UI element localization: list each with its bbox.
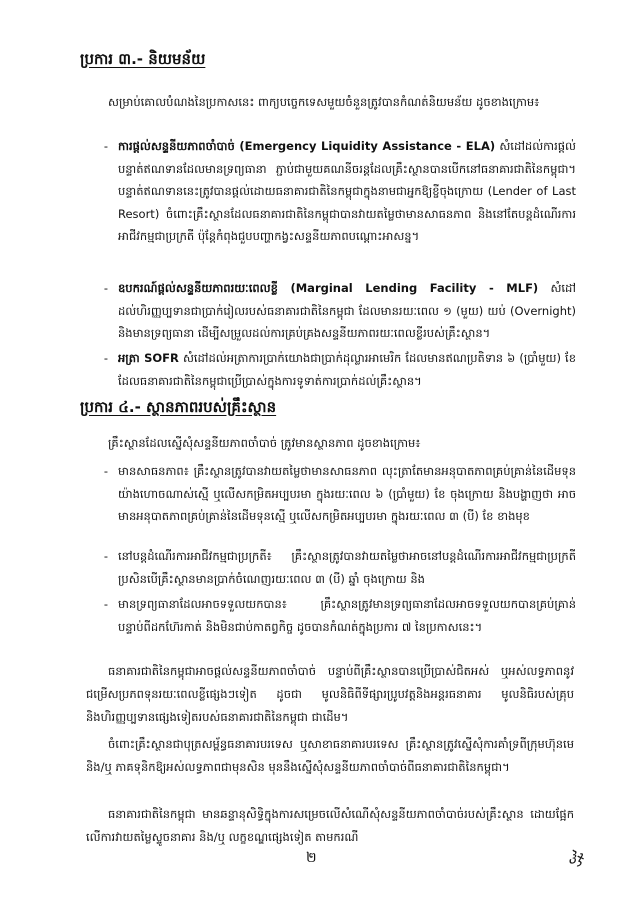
bullet-dash: - xyxy=(103,464,109,478)
definition-text: សំដៅដល់ការផ្តល់បន្ទាត់ឥណទានដែលមានទ្រព្យធានា ភ្ជាប់ជាមួយគណនីចរន្តដែលគ្រឹះស្ថានបានបើកនៅធនាគារជាតិនៃកម្ពុជា។ បន្ទាត់ឥណទាននេះត្រូវបានផ្តល់ដោយធនាគារជាតិនៃកម្ពុជាក្នុងនាមជាអ្នកឱ្យខ្ចីចុងក្រោយ (Lender of Last Resort) ចំពោះគ្រឹះស្ថានដែលធនាគារជាតិនៃកម្ពុជាបានវាយតម្លៃថាមានសាធនភាព និងនៅតែបន្តដំណើរការអាជីវកម្មជាប្រក្រតី ប៉ុន្តែកំពុងជួបបញ្ហាកង្វះសន្ទនីយភាពបណ្តោះអាសន្ន។ xyxy=(118,139,576,243)
bullet-dash: - xyxy=(103,281,109,295)
bullet-dash: - xyxy=(103,597,109,611)
article-3-heading: ប្រការ ៣.- និយមន័យ xyxy=(80,50,206,68)
article-4-paragraph-2: ចំពោះគ្រឹះស្ថានជាបុត្រសម្ព័ន្ធធនាគារបរទេស ឬសាខាធនាគារបរទេស គ្រឹះស្ថានត្រូវស្នើសុំការគាំទ្រពីក្រុមហ៊ុនមេ និង/ឬ ភាគទុនិកឱ្យអស់លទ្ធភាពជាមុនសិន មុននឹងស្នើសុំសន្ទនីយភាពចាំបាច់ពីធនាគារជាតិនៃកម្ពុជា។ xyxy=(86,737,574,774)
bullet-dash: - xyxy=(103,139,109,153)
definition-term: ឧបករណ៍ផ្តល់សន្ទនីយភាពរយៈពេលខ្លី (Marginal Lending Facility - MLF) xyxy=(118,281,539,295)
article-3-intro: សម្រាប់គោលបំណងនៃប្រកាសនេះ ពាក្យបច្ចេកទេសមួយចំនួនត្រូវបានកំណត់និយមន័យ ដូចខាងក្រោម៖ xyxy=(108,95,540,109)
condition-going-concern xyxy=(103,545,576,590)
condition-text: មានសាធនភាព៖ គ្រឹះស្ថានត្រូវបានវាយតម្លៃថាមានសាធនភាព លុះត្រាតែមានអនុបាតភាពគ្រប់គ្រាន់នៃដើមទុនយ៉ាងហោចណាស់ស្មើ ឬលើសកម្រិតអប្បបរមា ក្នុងរយៈពេល ៦ (ប្រាំមួយ) ខែ ចុងក្រោយ និងបង្ហាញថា អាចមានអនុបាតភាពគ្រប់គ្រាន់នៃដើមទុនស្មើ ឬលើសកម្រិតអប្បបរមា ក្នុងរយៈពេល ៣ (បី) ខែ ខាងមុខ xyxy=(118,464,576,523)
definition-ela xyxy=(103,135,576,248)
article-4-heading: ប្រការ ៤.- ស្ថានភាពរបស់គ្រឹះស្ថាន xyxy=(80,398,277,416)
bullet-dash: - xyxy=(103,549,109,563)
definition-term: អត្រា SOFR xyxy=(118,351,179,365)
bullet-dash: - xyxy=(103,351,109,365)
definition-text: សំដៅដល់អត្រាការប្រាក់យោងជាប្រាក់ដុល្លារអាមេរិក ដែលមានឥណប្រតិទាន ៦ (ប្រាំមួយ) ខែ ដែលធនាគារជាតិនៃកម្ពុជាប្រើប្រាស់ក្នុងការទូទាត់ការប្រាក់ដល់គ្រឹះស្ថាន។ xyxy=(118,351,576,388)
definition-text: សំដៅដល់ហិរញ្ញប្បទានជាប្រាក់រៀលរបស់ធនាគារជាតិនៃកម្ពុជា ដែលមានរយៈពេល ១ (មួយ) យប់ (Overnight) និងមានទ្រព្យធានា ដើម្បីសម្រួលដល់ការគ្រប់គ្រងសន្ទនីយភាពរយៈពេលខ្លីរបស់គ្រឹះស្ថាន។ xyxy=(118,281,576,340)
condition-collateral xyxy=(103,593,576,638)
article-4-paragraph-3: ធនាគារជាតិនៃកម្ពុជា មានឆន្ទានុសិទ្ធិក្នុងការសម្រេចលើសំណើសុំសន្ទនីយភាពចាំបាច់របស់គ្រឹះស្ថាន ដោយផ្អែកលើការវាយតម្លៃស្ទូចនាគារ និង/ឬ លក្ខខណ្ឌផ្សេងទៀត តាមករណី xyxy=(86,807,574,844)
definition-mlf xyxy=(103,277,576,345)
definition-term: ការផ្តល់សន្ទនីយភាពចាំបាច់ (Emergency Liquidity Assistance - ELA) xyxy=(118,139,496,153)
condition-solvency xyxy=(103,460,576,528)
page-number: ២ xyxy=(306,850,317,866)
condition-text: នៅបន្តដំណើរការអាជីវកម្មជាប្រក្រតី៖ គ្រឹះស្ថានត្រូវបានវាយតម្លៃថាអាចនៅបន្តដំណើរការអាជីវកម្មជាប្រក្រតី ប្រសិនបើគ្រឹះស្ថានមានប្រាក់ចំណេញរយៈពេល ៣ (បី) ឆ្នាំ ចុងក្រោយ និង xyxy=(118,549,576,586)
article-4-intro: គ្រឹះស្ថានដែលស្នើសុំសន្ទនីយភាពចាំបាច់ ត្រូវមានស្ថានភាព ដូចខាងក្រោម៖ xyxy=(108,436,421,450)
handwritten-initials: ჰჯ xyxy=(567,847,585,868)
condition-text: មានទ្រព្យធានាដែលអាចទទួលយកបាន៖ គ្រឹះស្ថានត្រូវមានទ្រព្យធានាដែលអាចទទួលយកបានគ្រប់គ្រាន់បន្ទាប់ពីដកហ៊ែរកាត់ និងមិនជាប់កាតព្វកិច្ច ដូចបានកំណត់ក្នុងប្រការ ៧ នៃប្រកាសនេះ។ xyxy=(118,597,576,634)
article-4-paragraph-1: ធនាគារជាតិនៃកម្ពុជាអាចផ្តល់សន្ទនីយភាពចាំបាច់ បន្ទាប់ពីគ្រឹះស្ថានបានប្រើប្រាស់ជិតអស់ ឬអស់លទ្ធភាពនូវជម្រើសប្រភពទុនរយៈពេលខ្លីផ្សេងៗទៀត ដូចជា មូលនិធិពីទីផ្សារប្រូបវត្តនិងអន្តរធនាគារ មូលនិធិរបស់គ្រុប និងហិរញ្ញប្បទានផ្សេងទៀតរបស់ធនាគារជាតិនៃកម្ពុជា ជាដើម។ xyxy=(86,664,574,724)
definition-sofr xyxy=(103,347,576,392)
